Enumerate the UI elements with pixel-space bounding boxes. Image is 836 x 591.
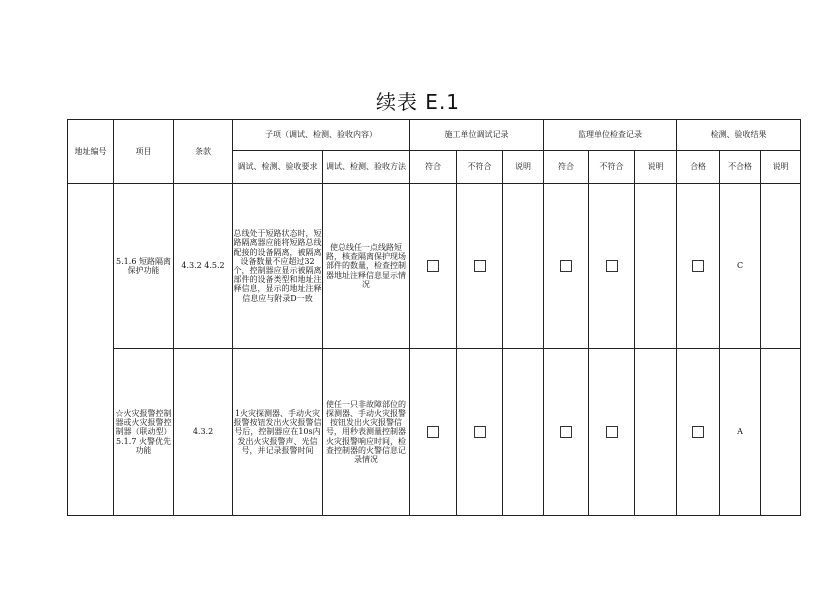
result-fail-cell: C	[720, 184, 761, 349]
header-address: 地址编号	[68, 120, 114, 184]
header-supervision-note: 说明	[635, 151, 677, 184]
construction-note-cell	[503, 349, 544, 516]
header-result-fail: 不合格	[720, 151, 761, 184]
header-supervision-nonconform: 不符合	[589, 151, 635, 184]
construction-nonconform-cell	[457, 184, 503, 349]
construction-conform-cell	[410, 184, 457, 349]
table-row	[68, 349, 801, 516]
result-pass-checkbox[interactable]	[692, 426, 704, 438]
supervision-conform-checkbox[interactable]	[560, 260, 572, 272]
header-result-note: 说明	[761, 151, 801, 184]
header-result: 检测、验收结果	[677, 120, 801, 151]
construction-conform-cell	[410, 349, 457, 516]
construction-conform-checkbox[interactable]	[427, 426, 439, 438]
header-construction-conform: 符合	[410, 151, 457, 184]
method-cell: 使总线任一点线路短路，核查隔离保护现场部件的数量，检查控制器地址注释信息显示情况	[323, 184, 410, 349]
item-cell: ☆火灾报警控制器或火灾报警控制器（联动型）5.1.7 火警优先功能	[114, 349, 174, 516]
header-supervision-conform: 符合	[544, 151, 589, 184]
supervision-note-cell	[635, 349, 677, 516]
construction-note-cell	[503, 184, 544, 349]
supervision-nonconform-cell	[589, 184, 635, 349]
result-note-cell	[761, 184, 801, 349]
requirement-cell: 总线处于短路状态时，短路隔离器应能将短路总线配接的设备隔离，被隔离设备数量不应超过32个，控制器应显示被隔离部件的设备类型和地址注释信息，显示的地址注释信息应与附录D一致	[233, 184, 323, 349]
header-requirement: 调试、检测、验收要求	[233, 151, 323, 184]
table-row	[68, 184, 801, 349]
construction-nonconform-checkbox[interactable]	[474, 426, 486, 438]
header-result-pass: 合格	[677, 151, 720, 184]
result-pass-cell	[677, 184, 720, 349]
header-supervision: 监理单位检查记录	[544, 120, 677, 151]
header-subitem: 子项（调试、检测、验收内容）	[233, 120, 410, 151]
result-pass-cell	[677, 349, 720, 516]
supervision-note-cell	[635, 184, 677, 349]
requirement-cell: 1火灾探测器、手动火灾报警按钮发出火灾报警信号后，控制器应在10s内发出火灾报警声、光信号，并记录报警时间	[233, 349, 323, 516]
header-row-1	[68, 120, 801, 151]
header-item: 项目	[114, 120, 174, 184]
supervision-conform-cell	[544, 184, 589, 349]
construction-nonconform-checkbox[interactable]	[474, 260, 486, 272]
header-method: 调试、检测、验收方法	[323, 151, 410, 184]
result-fail-cell: A	[720, 349, 761, 516]
header-construction-note: 说明	[503, 151, 544, 184]
header-construction: 施工单位调试记录	[410, 120, 544, 151]
result-pass-checkbox[interactable]	[692, 260, 704, 272]
method-cell: 使任一只非故障部位的探测器、手动火灾报警按钮发出火灾报警信号，用秒表测量控制器火灾报警响应时间，检查控制器的火警信息记录情况	[323, 349, 410, 516]
supervision-nonconform-checkbox[interactable]	[606, 260, 618, 272]
inspection-table	[67, 119, 801, 516]
clause-cell: 4.3.2	[174, 349, 233, 516]
page-title: 续表 E.1	[375, 90, 461, 114]
supervision-nonconform-cell	[589, 349, 635, 516]
clause-cell: 4.3.2 4.5.2	[174, 184, 233, 349]
construction-conform-checkbox[interactable]	[427, 260, 439, 272]
header-construction-nonconform: 不符合	[457, 151, 503, 184]
address-cell	[68, 184, 114, 516]
supervision-conform-checkbox[interactable]	[560, 426, 572, 438]
item-cell: 5.1.6 短路隔离保护功能	[114, 184, 174, 349]
supervision-conform-cell	[544, 349, 589, 516]
header-clause: 条款	[174, 120, 233, 184]
result-note-cell	[761, 349, 801, 516]
construction-nonconform-cell	[457, 349, 503, 516]
supervision-nonconform-checkbox[interactable]	[606, 426, 618, 438]
